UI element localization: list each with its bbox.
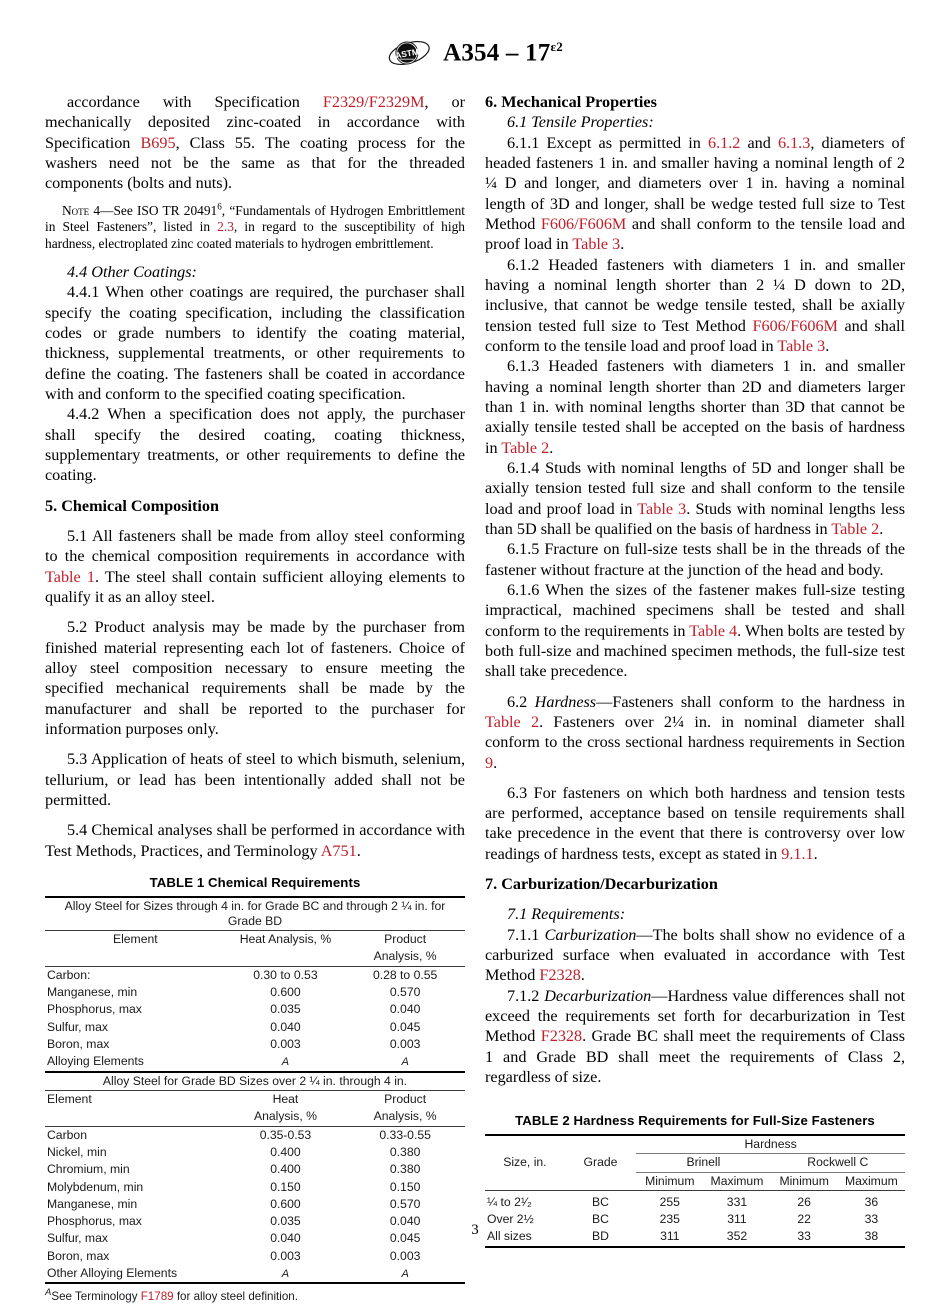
section-4-4-1: 4.4.1 When other coatings are required, the purchaser shall specify the coating specification, including the classification codes or grade numbers to identify the coating material, thickness, supplemental treatments, or other requirements to define the coating. The fasteners shall be coated in accordance with and conform to the specified coating specification. [45, 283, 465, 404]
table-2-cell: BC [565, 1190, 636, 1211]
right-column [485, 92, 905, 1248]
note-label: Note [62, 202, 90, 218]
table-2-cell: 255 [636, 1190, 703, 1211]
table-1b-cell: Phosphorus, max [47, 1214, 142, 1229]
table-1b-cell: 0.150 [389, 1179, 421, 1194]
text-run: 6.2 [507, 692, 535, 711]
section-6-1-6 [485, 580, 905, 682]
table-1b-col-header-product-line1: Product [345, 1090, 465, 1108]
reference-a751[interactable]: A751 [320, 841, 357, 860]
table-1b-cell: Chromium, min [47, 1162, 130, 1177]
table-2-cell: 38 [838, 1228, 905, 1246]
footnote-marker-6: 6 [217, 201, 222, 212]
section-4-4-2: 4.4.2 When a specification does not apply, the purchaser shall specify the desired coating, coating thickness, supplementary treatments, or other requirements to define the coating. [45, 405, 465, 485]
table-1a-col-header-element-line2 [45, 948, 226, 966]
table-2-cell: 352 [703, 1228, 770, 1246]
section-6-1-5: 6.1.5 Fracture on full-size tests shall be in the threads of the fastener without fracture at the junction of the head and body. [485, 540, 905, 579]
document-designation: A354 – 17 [443, 39, 551, 67]
table-1a-col-header-product-line1: Product [345, 931, 465, 949]
table-2-cell: 311 [636, 1228, 703, 1246]
table-1a-col-header-product-line2: Analysis, % [373, 949, 437, 964]
astm-logo-icon [387, 36, 433, 70]
table-2-cell: 235 [659, 1211, 680, 1226]
table-row [45, 897, 465, 931]
table-1b-col-header-element-line2 [45, 1108, 226, 1126]
table-1b-col-header-product-line2: Analysis, % [373, 1109, 437, 1124]
table-1b-col-header-element: Element [45, 1090, 226, 1108]
table-2-col-header-brinell-max: Maximum [703, 1172, 770, 1190]
table-1b-col-header-heat-line1: Heat [226, 1090, 346, 1108]
reference-9-1-1[interactable]: 9.1.1 [781, 844, 814, 863]
table-1b-cell: 0.045 [389, 1231, 421, 1246]
text-run: accordance with Specification [67, 93, 323, 111]
text-run: 6.1.6 When the sizes of the fastener makes full-size testing impractical, machined specimens shall be tested and shall conform to the requirements in [485, 580, 905, 640]
term-decarburization: Decarburization [544, 986, 652, 1005]
table-2-cell: Over 2½ [487, 1211, 534, 1226]
table-row [45, 1196, 465, 1213]
section-7-heading: 7. Carburization/Decarburization [485, 875, 718, 894]
table-row [45, 1265, 465, 1283]
table-2-cell: 33 [864, 1211, 879, 1226]
table-1-section-b-span-header: Alloy Steel for Grade BD Sizes over 2 ¼ in. through 4 in. [45, 1072, 465, 1091]
note-4 [45, 203, 465, 252]
table-1a-cell: Sulfur, max [47, 1019, 108, 1034]
text-run: 6.1.3 Headed fasteners with diameters 1 in. and smaller having a nominal length shorter than 2D and diameters larger than 1 in. with nominal lengths shorter than 3D that cannot be axially tensile tested shall be accepted on the basis of hardness in [485, 357, 905, 457]
term-hardness: Hardness [534, 692, 597, 711]
text-run: —Fasteners shall conform to the hardness in [596, 692, 905, 711]
left-column [45, 92, 465, 1305]
table-1b-cell: 0.600 [270, 1196, 301, 1211]
table-2-col-header-size: Size, in. [485, 1135, 565, 1190]
table-row [45, 1108, 465, 1126]
table-1b-cell: 0.380 [389, 1162, 421, 1177]
table-1a-cell: 0.035 [270, 1002, 301, 1017]
table-2-cell: BD [565, 1228, 636, 1246]
table-row [485, 1190, 905, 1211]
table-row [45, 1090, 465, 1108]
text-run: . [825, 336, 830, 355]
table-row [45, 1248, 465, 1265]
reference-f2328[interactable]: F2328 [539, 966, 581, 985]
reference-section-9[interactable]: 9 [485, 753, 494, 772]
table-2-title: TABLE 2 Hardness Requirements for Full-Size Fasteners [515, 1113, 875, 1129]
table-row [45, 1072, 465, 1091]
table-1b-cell: 0.035 [270, 1214, 301, 1229]
table-1a-col-header-heat-line2 [226, 948, 346, 966]
table-row [45, 1144, 465, 1161]
text-run: , in regard to the susceptibility of high hardness, electroplated zinc coated materials to hydrogen embrittlement. [45, 219, 465, 251]
table-1b-cell: Carbon [45, 1126, 226, 1144]
text-run: , Class 55. The coating process for the washers need not be the same as that for the threaded components (bolts and nuts). [45, 133, 466, 193]
text-run: 5.4 Chemical analyses shall be performed in accordance with Test Methods, Practices, and Terminology [45, 821, 465, 860]
table-1b-cell: 0.400 [270, 1144, 301, 1159]
reference-table-2[interactable]: Table 2 [501, 438, 550, 457]
table-2-cell: 36 [838, 1190, 905, 1211]
table-1a-cell: Carbon: [45, 966, 226, 984]
table-1b-cell: 0.040 [389, 1214, 421, 1229]
table-1b-cell: 0.570 [389, 1196, 421, 1211]
table-1b-footnote-ref: A [345, 1265, 465, 1283]
text-run: . Studs with nominal lengths less than 5D shall be qualified on the basis of hardness in [485, 499, 905, 538]
table-1-section-a-span-header: Alloy Steel for Sizes through 4 in. for Grade BC and through 2 ¼ in. for Grade BD [45, 897, 465, 931]
text-run: . [549, 438, 554, 457]
text-run: 6.1.4 Studs with nominal lengths of 5D and longer shall be axially tension tested full size and shall conform to the tensile load and proof load in [485, 458, 905, 518]
text-run: and shall conform to the tensile load and proof load in [485, 214, 905, 254]
table-1b-cell: 0.380 [389, 1144, 421, 1159]
reference-table-1[interactable]: Table 1 [45, 567, 95, 586]
text-run: , “Fundamentals of Hydrogen Embrittlement in Steel Fasteners”, listed in [45, 202, 465, 235]
section-6-1-3 [485, 356, 905, 458]
table-1a-cell: Alloying Elements [47, 1054, 144, 1069]
table-1b-cell: 0.003 [389, 1248, 421, 1263]
text-run: . Grade BC shall meet the requirements of Class 1 and Grade BD shall meet the requirements of Class 2, regardless of size. [485, 1027, 905, 1087]
text-run: , or mechanically deposited zinc-coated in accordance with Specification [45, 93, 466, 152]
reference-table-4[interactable]: Table 4 [689, 621, 738, 640]
section-7-1-2 [485, 986, 905, 1088]
paragraph-continued [45, 92, 465, 194]
table-1a-footnote-ref: A [401, 1055, 409, 1068]
section-5-2: 5.2 Product analysis may be made by the purchaser from finished material representing each lot of fasteners. Choice of alloy steel composition necessary to ensure meeting the specified mechanical requirements shall be made by the manufacturer and shall be reported to the purchaser for information purposes only. [45, 618, 465, 738]
table-row [45, 1001, 465, 1018]
reference-2-3[interactable]: 2.3 [217, 219, 234, 235]
table-2-subgroup-brinell: Brinell [636, 1154, 770, 1172]
text-run: . [620, 235, 625, 254]
footnote-mark-a: A [45, 1287, 52, 1299]
table-2-cell: 311 [727, 1211, 747, 1226]
table-1a-cell: 0.040 [389, 1002, 421, 1017]
table-1b-cell: 0.33-0.55 [345, 1126, 465, 1144]
text-run: and shall conform to the tensile load and proof load in [485, 316, 905, 355]
section-6-1-2 [485, 255, 905, 357]
section-6-1-heading: 6.1 Tensile Properties: [507, 113, 654, 132]
table-2-cell: ¼ to 2¹⁄₂ [485, 1190, 565, 1211]
text-run: . [813, 844, 818, 863]
svg-text:ASTM: ASTM [394, 46, 420, 61]
document-epsilon-mark: ε2 [550, 38, 563, 54]
table-1a-cell: 0.040 [270, 1019, 301, 1034]
table-1b-cell: Manganese, min [47, 1196, 138, 1211]
table-1-container [45, 875, 465, 1305]
reference-6-1-2[interactable]: 6.1.2 [707, 133, 741, 152]
reference-table-3[interactable]: Table 3 [572, 235, 621, 254]
table-1b-cell: Nickel, min [47, 1144, 107, 1159]
table-1b-cell: Other Alloying Elements [45, 1265, 226, 1283]
term-carburization: Carburization [544, 925, 637, 944]
text-run: 6.1.2 Headed fasteners with diameters 1 in. and smaller having a nominal length shorter than 2 ¼ D down to 2D, inclusive, that cannot be wedge tensile tested, shall be axially tension tested full size to Test Method [485, 255, 905, 335]
table-row [45, 931, 465, 949]
section-5-heading: 5. Chemical Composition [45, 496, 220, 515]
text-run: . [493, 753, 498, 772]
table-row [45, 984, 465, 1001]
table-1-title: TABLE 1 Chemical Requirements [149, 874, 361, 890]
section-6-2 [485, 692, 905, 773]
page-header [0, 30, 950, 76]
table-2-col-header-rockwell-max: Maximum [838, 1172, 905, 1190]
reference-table-3[interactable]: Table 3 [777, 336, 826, 355]
table-2-cell: 331 [703, 1190, 770, 1211]
text-run: 7.1.2 [507, 986, 545, 1005]
text-run: 6.3 For fasteners on which both hardness and tension tests are performed, acceptance based on tensile requirements shall take precedence in the event that there is controversy over low readings of hardness tests, except as stated in [485, 783, 905, 863]
table-2-col-header-grade: Grade [565, 1135, 636, 1190]
table-1a-col-header-element: Element [45, 931, 226, 949]
table-2-col-header-rockwell-min: Minimum [771, 1172, 838, 1190]
text-run: . The steel shall contain sufficient alloying elements to qualify it as an alloy steel. [45, 567, 465, 607]
table-2-cell: BC [592, 1211, 609, 1226]
reference-f2329[interactable]: F2329/F2329M [322, 93, 425, 111]
table-1a-col-header-heat: Heat Analysis, % [226, 931, 346, 949]
text-run: and [740, 133, 778, 152]
page-number: 3 [471, 1222, 479, 1238]
table-2-cell: All sizes [485, 1228, 565, 1246]
table-2-cell: 26 [771, 1190, 838, 1211]
table-row [45, 1126, 465, 1144]
section-6-1-1 [485, 133, 905, 255]
text-run: . [580, 966, 585, 985]
page-title [443, 39, 563, 67]
text-run: —Hardness value differences shall not exceed the requirements set forth for decarburization in Test Method [485, 986, 906, 1046]
text-run: 7.1.1 [507, 925, 545, 944]
section-7-1-1 [485, 925, 905, 986]
table-row [45, 948, 465, 966]
text-run: . [879, 519, 884, 538]
table-row [45, 1161, 465, 1178]
table-row [45, 1053, 465, 1071]
table-row [45, 1019, 465, 1036]
table-1a-cell: 0.003 [389, 1037, 421, 1052]
table-2-cell: 22 [797, 1211, 811, 1226]
note-number: 4— [89, 202, 114, 218]
table-row [45, 966, 465, 984]
table-1a-cell: 0.28 to 0.55 [345, 966, 465, 984]
reference-f606[interactable]: F606/F606M [752, 316, 838, 335]
table-1-footnote [45, 1287, 465, 1304]
section-4-4-heading: 4.4 Other Coatings: [67, 263, 197, 282]
section-5-4 [45, 820, 465, 861]
table-row [45, 1179, 465, 1196]
table-row [485, 1135, 905, 1154]
text-run: 5.1 All fasteners shall be made from alloy steel conforming to the chemical composition requirements in accordance with [45, 527, 465, 566]
table-1b-cell: 0.35-0.53 [226, 1126, 346, 1144]
table-2-col-header-brinell-min: Minimum [636, 1172, 703, 1190]
text-run: for alloy steel definition. [173, 1290, 298, 1304]
text-run: See ISO TR 20491 [113, 202, 218, 218]
table-2-cell: 33 [771, 1228, 838, 1246]
table-1b-cell: Molybdenum, min [47, 1179, 144, 1194]
reference-table-2[interactable]: Table 2 [485, 712, 540, 731]
table-1a-cell: 0.600 [270, 985, 301, 1000]
table-1b-footnote-ref: A [226, 1265, 346, 1283]
text-run: . When bolts are tested by both full-size and machined specimen methods, the full-size test shall take precedence. [485, 621, 906, 681]
section-6-1-4 [485, 458, 905, 539]
table-1a-cell: 0.30 to 0.53 [226, 966, 346, 984]
reference-b695[interactable]: B695 [140, 133, 176, 152]
section-5-1 [45, 526, 465, 607]
text-run: 6.1.1 Except as permitted in [507, 133, 708, 152]
table-1b-cell: 0.003 [270, 1248, 301, 1263]
table-1b-cell: 0.400 [270, 1162, 301, 1177]
text-run: . Fasteners over 2¼ in. in nominal diameter shall conform to the cross sectional hardness requirements in Section [485, 712, 905, 752]
table-1b-cell: Sulfur, max [47, 1231, 108, 1246]
section-6-heading: 6. Mechanical Properties [485, 93, 657, 111]
table-1a-cell: Phosphorus, max [47, 1002, 142, 1017]
reference-f606[interactable]: F606/F606M [540, 214, 627, 233]
reference-f2328[interactable]: F2328 [540, 1027, 583, 1046]
reference-table-2[interactable]: Table 2 [831, 519, 880, 538]
section-5-3: 5.3 Application of heats of steel to which bismuth, selenium, tellurium, or lead has been intentionally added shall not be permitted. [45, 750, 465, 809]
text-run: . [356, 841, 361, 860]
reference-6-1-3[interactable]: 6.1.3 [777, 133, 811, 152]
table-1a-cell: Boron, max [47, 1037, 110, 1052]
table-row [45, 1036, 465, 1053]
table-1b-cell: 0.150 [270, 1179, 301, 1194]
table-2-group-header-hardness: Hardness [636, 1135, 905, 1154]
table-1a-cell: 0.045 [389, 1019, 421, 1034]
table-1a-cell: Manganese, min [47, 985, 138, 1000]
table-1b-cell: Boron, max [47, 1248, 110, 1263]
section-7-1-heading: 7.1 Requirements: [507, 905, 626, 924]
text-run: , diameters of headed fasteners 1 in. and smaller having a nominal length of 2 ¼ D and longer, and diameters over 1 in. having a nominal length of 3D and longer, shall be wedge tested full size to Test Method [485, 133, 905, 233]
table-1a-cell: 0.570 [389, 985, 421, 1000]
section-6-3 [485, 783, 905, 864]
table-1b-col-header-heat-line2: Analysis, % [253, 1109, 317, 1124]
table-1a-footnote-ref: A [281, 1055, 290, 1068]
reference-f1789[interactable]: F1789 [140, 1290, 174, 1304]
text-run: See Terminology [51, 1290, 141, 1304]
table-1a-cell: 0.003 [270, 1037, 301, 1052]
table-2-subgroup-rockwell: Rockwell C [771, 1154, 905, 1172]
text-run: —The bolts shall show no evidence of a carburized surface when evaluated in accordance with Test Method [485, 925, 906, 985]
table-1b-cell: 0.040 [270, 1231, 301, 1246]
reference-table-3[interactable]: Table 3 [637, 499, 687, 518]
